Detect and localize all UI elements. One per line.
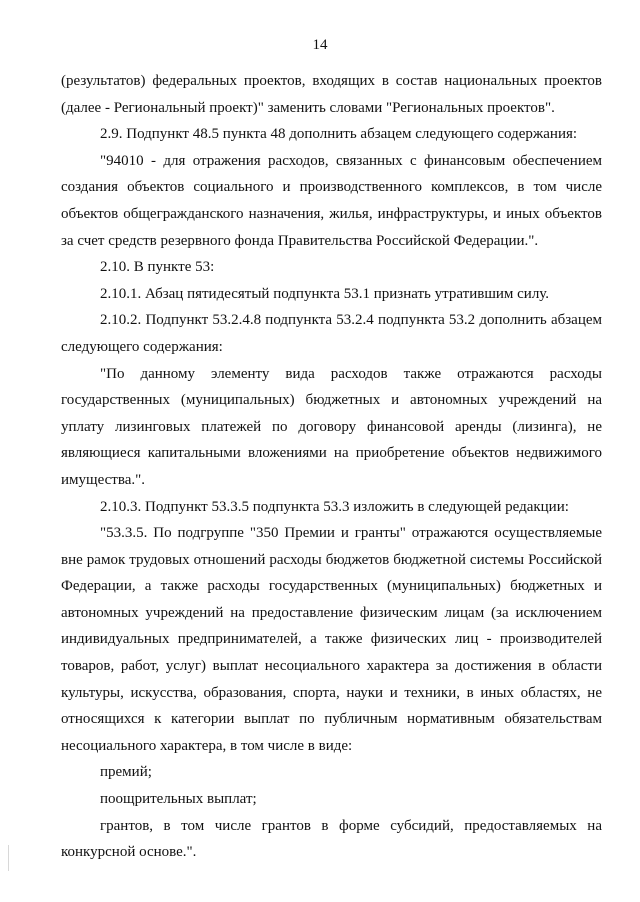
list-item-premiums: премий; — [100, 764, 152, 781]
paragraph-continuation: (результатов) федеральных проектов, входящих в состав национальных проектов (далее - Региональный проект)" заменить словами "Региональных проектов". — [61, 73, 602, 116]
document-body — [61, 68, 602, 866]
paragraph-2-10: 2.10. В пункте 53: — [100, 259, 215, 276]
paragraph-leasing-quote: "По данному элементу вида расходов также отражаются расходы государственных (муниципальных) бюджетных и автономных учреждений на уплату лизинговых платежей по договору финансовой аренды (лизинга), не являющиеся капитальными вложениями на приобретение объектов недвижимого имущества.". — [61, 365, 602, 488]
paragraph-53-3-5-quote: "53.3.5. По подгруппе "350 Премии и гранты" отражаются осуществляемые вне рамок трудовых отношений расходы бюджетов бюджетной системы Российской Федерации, а также расходы государственных (муниципальных) бюджетных и автономных учреждений на предоставление физическим лицам (за исключением индивидуальных предпринимателей, а также физических лиц - производителей товаров, работ, услуг) выплат несоциального характера за достижения в области культуры, искусства, образования, спорта, науки и техники, в иных областях, не относящихся к категории выплат по публичным нормативным обязательствам несоциального характера, в том числе в виде: — [61, 525, 602, 754]
list-item-incentive-payments: поощрительных выплат; — [100, 791, 257, 808]
list-item-grants: грантов, в том числе грантов в форме субсидий, предоставляемых на конкурсной основе.". — [61, 817, 602, 861]
paragraph-94010-quote: "94010 - для отражения расходов, связанных с финансовым обеспечением создания объектов социального и производственного комплексов, в том числе объектов общегражданского назначения, жилья, инфраструктуры, и иных объектов за счет средств резервного фонда Правительства Российской Федерации.". — [61, 152, 602, 249]
paragraph-2-9: 2.9. Подпункт 48.5 пункта 48 дополнить абзацем следующего содержания: — [100, 126, 578, 143]
page-number: 14 — [312, 37, 328, 53]
margin-mark — [8, 845, 9, 871]
paragraph-2-10-3: 2.10.3. Подпункт 53.3.5 подпункта 53.3 изложить в следующей редакции: — [100, 498, 569, 515]
paragraph-2-10-1: 2.10.1. Абзац пятидесятый подпункта 53.1 признать утратившим силу. — [100, 285, 550, 302]
paragraph-2-10-2: 2.10.2. Подпункт 53.2.4.8 подпункта 53.2.4 подпункта 53.2 дополнить абзацем следующего содержания: — [61, 312, 602, 355]
